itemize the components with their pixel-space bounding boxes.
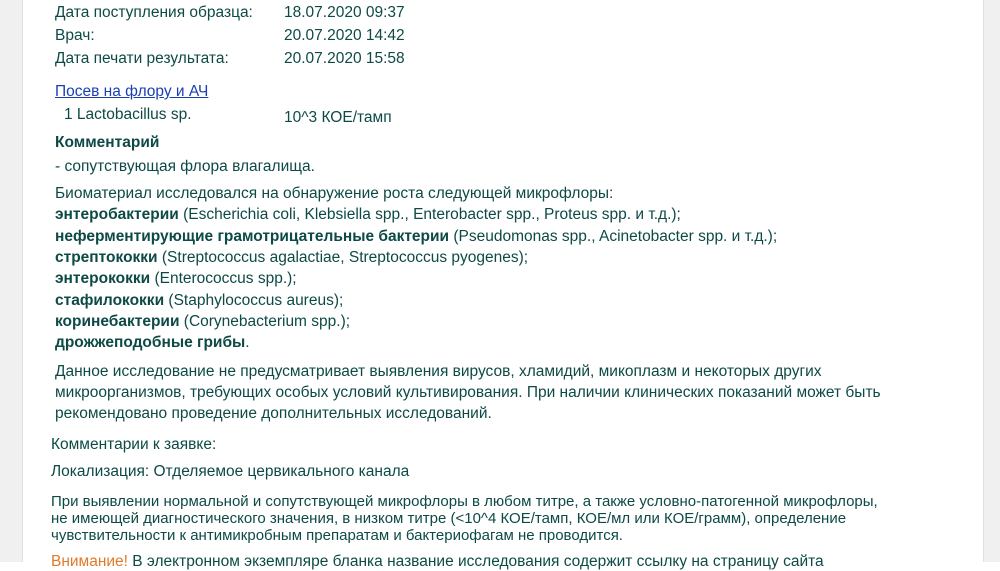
microflora-species: (Enterococcus spp.); — [150, 270, 297, 287]
print-date-label: Дата печати результата: — [55, 50, 229, 67]
biomaterial-intro: Биоматериал исследовался на обнаружение роста следующей микрофлоры: — [55, 185, 614, 202]
received-value: 18.07.2020 09:37 — [284, 4, 405, 21]
microflora-group: стрептококки — [55, 249, 158, 266]
microflora-item — [55, 313, 350, 331]
microflora-group: энтерококки — [55, 270, 151, 287]
microflora-item — [55, 270, 297, 288]
comment-heading: Комментарий — [55, 134, 160, 151]
microflora-species: (Staphylococcus aureus); — [164, 292, 344, 309]
microflora-item — [55, 206, 681, 224]
footer-text: В электронном экземпляре бланка название исследования содержит ссылку на страницу сайта — [127, 553, 824, 570]
microflora-item — [55, 334, 250, 352]
microflora-item — [55, 228, 777, 246]
microflora-group: энтеробактерии — [55, 206, 179, 223]
result-value: 10^3 КОЕ/тамп — [284, 109, 392, 126]
test-name-link[interactable]: Посев на флору и АЧ — [55, 83, 209, 100]
microflora-species: (Pseudomonas spp., Acinetobacter spp. и т.д.); — [449, 228, 778, 245]
doctor-value: 20.07.2020 14:42 — [284, 27, 405, 44]
microflora-group: коринебактерии — [55, 313, 180, 330]
microflora-item — [55, 249, 528, 267]
warning-label: Внимание! — [51, 553, 128, 570]
result-organism: 1 Lactobacillus sp. — [64, 106, 192, 123]
localization-text: Локализация: Отделяемое цервикального канала — [51, 463, 410, 480]
notice-line: Данное исследование не предусматривает выявления вирусов, хламидий, микоплазм и некоторых других — [55, 363, 822, 380]
sensitivity-line: не имеющей диагностического значения, в низком титре (<10^4 КОЕ/тамп, КОЕ/мл или КОЕ/грамм), определение — [51, 510, 847, 527]
doctor-label: Врач: — [55, 27, 95, 44]
comment-text: - сопутствующая флора влагалища. — [55, 158, 315, 175]
received-label: Дата поступления образца: — [55, 4, 253, 21]
notice-line: микроорганизмов, требующих особых условий культивирования. При наличии клинических показаний может быть — [55, 384, 881, 401]
footer-note — [51, 553, 824, 571]
microflora-species: . — [245, 334, 250, 351]
microflora-species: (Escherichia coli, Klebsiella spp., Enterobacter spp., Proteus spp. и т.д.); — [178, 206, 681, 223]
print-date-value: 20.07.2020 15:58 — [284, 50, 405, 67]
microflora-group: дрожжеподобные грибы — [55, 334, 246, 351]
sensitivity-line: При выявлении нормальной и сопутствующей микрофлоры в любом титре, а также условно-патогенной микрофлоры, — [51, 493, 878, 510]
microflora-species: (Streptococcus agalactiae, Streptococcus pyogenes); — [157, 249, 529, 266]
microflora-item — [55, 292, 343, 310]
microflora-group: стафилококки — [55, 292, 165, 309]
microflora-species: (Corynebacterium spp.); — [179, 313, 351, 330]
order-comments-heading: Комментарии к заявке: — [51, 436, 217, 453]
notice-line: рекомендовано проведение дополнительных исследований. — [55, 405, 492, 422]
microflora-group: неферментирующие грамотрицательные бактерии — [55, 228, 450, 245]
sensitivity-line: чувствительности к антимикробным препаратам и бактериофагам не проводится. — [51, 527, 623, 544]
